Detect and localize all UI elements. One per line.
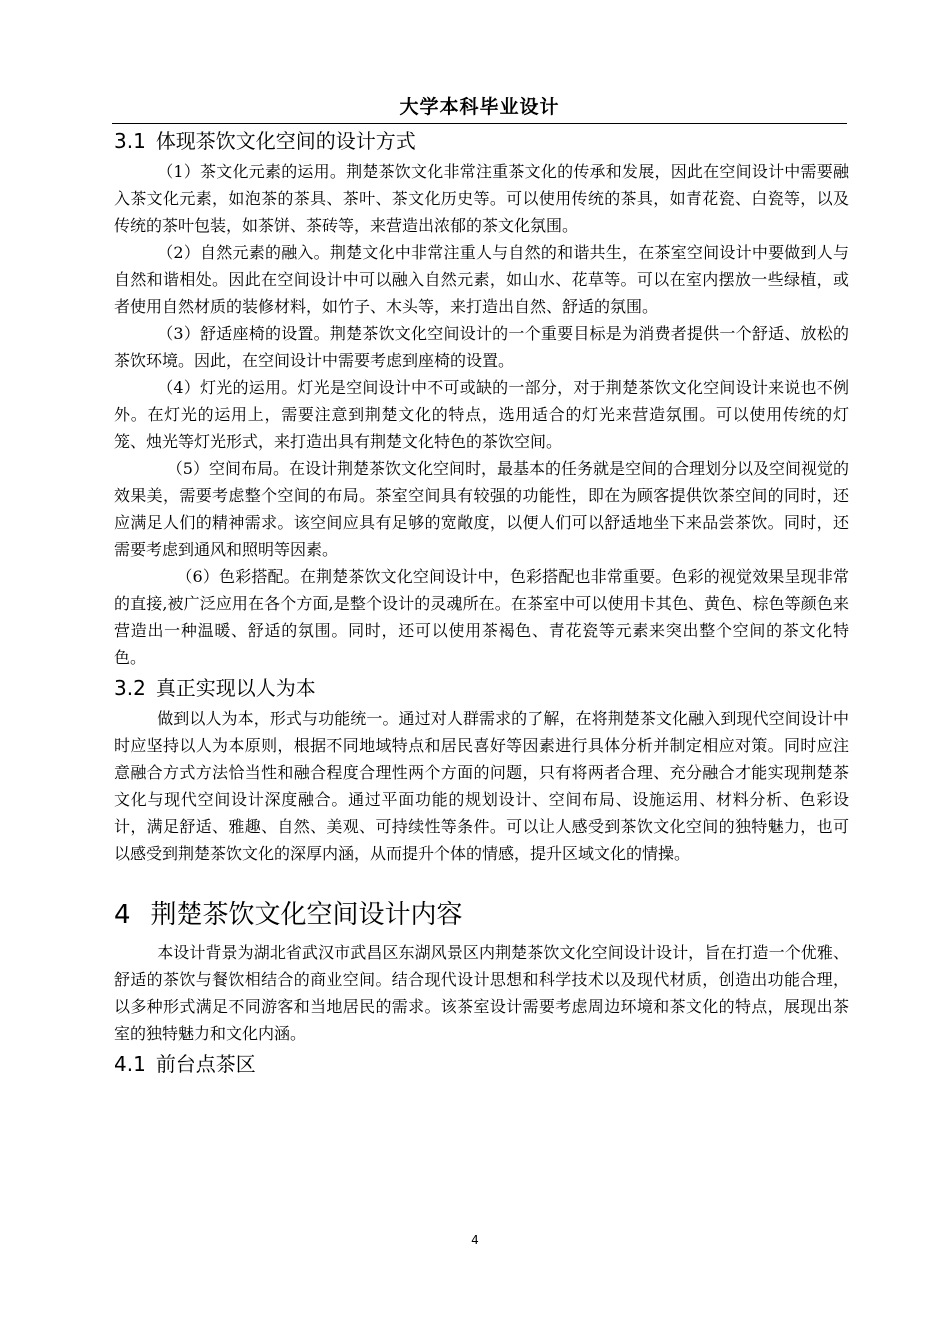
- chapter-title: 荆楚茶饮文化空间设计内容: [150, 900, 463, 930]
- section-heading-3-2: [114, 671, 849, 705]
- section-heading-4-1: [114, 1047, 849, 1081]
- chapter-heading-4: [114, 895, 849, 935]
- section-heading-3-1: [114, 124, 849, 158]
- paragraph: （1）茶文化元素的运用。荆楚茶饮文化非常注重茶文化的传承和发展，因此在空间设计中需要融入茶文化元素，如泡茶的茶具、茶叶、茶文化历史等。可以使用传统的茶具，如青花瓷、白瓷等，以及传统的茶叶包装，如茶饼、茶砖等，来营造出浓郁的茶文化氛围。: [114, 162, 849, 235]
- paragraph: （3）舒适座椅的设置。荆楚茶饮文化空间设计的一个重要目标是为消费者提供一个舒适、放松的茶饮环境。因此，在空间设计中需要考虑到座椅的设置。: [114, 324, 849, 370]
- section-number: 4.1: [114, 1052, 146, 1076]
- paragraph: （5）空间布局。在设计荆楚茶饮文化空间时，最基本的任务就是空间的合理划分以及空间视觉的效果美，需要考虑整个空间的布局。茶室空间具有较强的功能性，即在为顾客提供饮茶空间的同时，还应满足人们的精神需求。该空间应具有足够的宽敞度，以便人们可以舒适地坐下来品尝茶饮。同时，还需要考虑到通风和照明等因素。: [114, 459, 849, 559]
- page-content: [114, 124, 849, 1081]
- chapter-number: 4: [114, 900, 131, 930]
- section-title: 前台点茶区: [155, 1052, 256, 1076]
- paragraph: （2）自然元素的融入。荆楚文化中非常注重人与自然的和谐共生，在茶室空间设计中要做到人与自然和谐相处。因此在空间设计中可以融入自然元素，如山水、花草等。可以在室内摆放一些绿植，或者使用自然材质的装修材料，如竹子、木头等，来打造出自然、舒适的氛围。: [114, 243, 849, 316]
- page-number: 4: [471, 1233, 479, 1247]
- section-title: 体现茶饮文化空间的设计方式: [155, 129, 416, 153]
- paragraph: 本设计背景为湖北省武汉市武昌区东湖风景区内荆楚茶饮文化空间设计设计，旨在打造一个优雅、舒适的茶饮与餐饮相结合的商业空间。结合现代设计思想和科学技术以及现代材质，创造出功能合理，以多种形式满足不同游客和当地居民的需求。该茶室设计需要考虑周边环境和茶文化的特点，展现出茶室的独特魅力和文化内涵。: [114, 943, 849, 1043]
- paragraph: （4）灯光的运用。灯光是空间设计中不可或缺的一部分，对于荆楚茶饮文化空间设计来说也不例外。在灯光的运用上，需要注意到荆楚文化的特点，选用适合的灯光来营造氛围。可以使用传统的灯笼、烛光等灯光形式，来打造出具有荆楚文化特色的茶饮空间。: [114, 378, 849, 451]
- section-number: 3.2: [114, 676, 146, 700]
- section-title: 真正实现以人为本: [155, 676, 316, 700]
- paragraph: 做到以人为本，形式与功能统一。通过对人群需求的了解，在将荆楚茶文化融入到现代空间设计中时应坚持以人为本原则，根据不同地域特点和居民喜好等因素进行具体分析并制定相应对策。同时应注意融合方式方法恰当性和融合程度合理性两个方面的问题，只有将两者合理、充分融合才能实现荆楚茶文化与现代空间设计深度融合。通过平面功能的规划设计、空间布局、设施运用、材料分析、色彩设计，满足舒适、雅趣、自然、美观、可持续性等条件。可以让人感受到茶饮文化空间的独特魅力，也可以感受到荆楚茶饮文化的深厚内涵，从而提升个体的情感，提升区域文化的情操。: [114, 709, 849, 863]
- section-number: 3.1: [114, 129, 146, 153]
- paragraph: （6）色彩搭配。在荆楚茶饮文化空间设计中，色彩搭配也非常重要。色彩的视觉效果呈现非常的直接,被广泛应用在各个方面,是整个设计的灵魂所在。在茶室中可以使用卡其色、黄色、棕色等颜色来营造出一种温暖、舒适的氛围。同时，还可以使用茶褐色、青花瓷等元素来突出整个空间的茶文化特色。: [114, 567, 849, 667]
- running-header: 大学本科毕业设计: [399, 96, 560, 118]
